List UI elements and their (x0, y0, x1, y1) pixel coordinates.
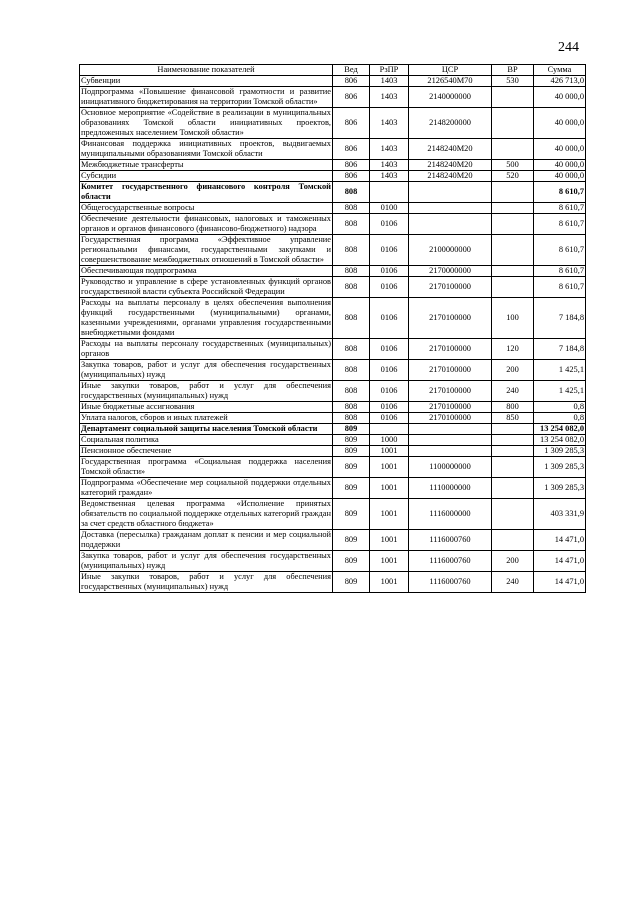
row-ved: 808 (333, 235, 370, 266)
row-csr: 2148240M20 (409, 171, 492, 182)
row-vr (492, 424, 534, 435)
row-ved: 808 (333, 298, 370, 339)
row-sum: 1 425,1 (534, 381, 586, 402)
page-number: 244 (558, 40, 579, 55)
row-rzpr: 1403 (370, 139, 409, 160)
row-csr: 2126540M70 (409, 76, 492, 87)
row-name: Финансовая поддержка инициативных проектов, выдвигаемых муниципальными образованиями Томской области (81, 139, 331, 158)
table-row (80, 572, 586, 593)
table-row (80, 457, 586, 478)
table-row (80, 360, 586, 381)
row-sum: 426 713,0 (534, 76, 586, 87)
row-ved: 808 (333, 182, 370, 203)
row-rzpr: 1403 (370, 108, 409, 139)
table-row (80, 171, 586, 182)
row-name: Государственная программа «Социальная поддержка населения Томской области» (81, 457, 331, 476)
row-rzpr: 0106 (370, 235, 409, 266)
row-sum: 40 000,0 (534, 139, 586, 160)
row-vr (492, 266, 534, 277)
row-ved: 809 (333, 572, 370, 593)
table-row (80, 108, 586, 139)
row-csr: 2170100000 (409, 277, 492, 298)
row-ved: 806 (333, 139, 370, 160)
table-row (80, 87, 586, 108)
row-name: Руководство и управление в сфере установленных функций органов государственной власти субъекта Российской Федерации (81, 277, 331, 296)
table-header-row (80, 65, 586, 76)
row-sum: 8 610,7 (534, 182, 586, 203)
row-rzpr: 1403 (370, 160, 409, 171)
row-name: Доставка (пересылка) гражданам доплат к пенсии и мер социальной поддержки (81, 530, 331, 549)
row-csr: 1100000000 (409, 457, 492, 478)
row-csr (409, 182, 492, 203)
row-vr (492, 457, 534, 478)
row-sum: 8 610,7 (534, 235, 586, 266)
row-rzpr: 1001 (370, 572, 409, 593)
table-row (80, 402, 586, 413)
row-ved: 806 (333, 87, 370, 108)
row-name: Государственная программа «Эффективное управление региональными финансами, государственными закупками и совершенствование межбюджетных отношений в Томской области» (81, 235, 331, 264)
row-vr: 100 (492, 298, 534, 339)
row-ved: 808 (333, 277, 370, 298)
row-name: Уплата налогов, сборов и иных платежей (80, 413, 333, 424)
row-name: Социальная политика (80, 435, 333, 446)
table-row (80, 435, 586, 446)
table-row (80, 182, 586, 203)
row-sum: 8 610,7 (534, 277, 586, 298)
table-row (80, 160, 586, 171)
row-sum: 14 471,0 (534, 572, 586, 593)
row-vr: 800 (492, 402, 534, 413)
row-csr: 1110000000 (409, 478, 492, 499)
row-rzpr: 0106 (370, 402, 409, 413)
row-sum: 403 331,9 (534, 499, 586, 530)
row-ved: 809 (333, 424, 370, 435)
row-name: Пенсионное обеспечение (80, 446, 333, 457)
row-name: Субвенции (80, 76, 333, 87)
row-name: Общегосударственные вопросы (80, 203, 333, 214)
table-row (80, 339, 586, 360)
row-vr (492, 203, 534, 214)
table-row (80, 381, 586, 402)
row-rzpr: 0106 (370, 214, 409, 235)
header-name: Наименование показателей (80, 65, 333, 76)
row-sum: 8 610,7 (534, 266, 586, 277)
row-name: Основное мероприятие «Содействие в реализации в муниципальных образованиях Томской области инициативных проектов, предложенных населением Томской области» (81, 108, 331, 137)
header-rzpr: РзПР (370, 65, 409, 76)
row-sum: 13 254 082,0 (534, 435, 586, 446)
header-vr: ВР (492, 65, 534, 76)
row-rzpr: 1001 (370, 551, 409, 572)
header-csr: ЦСР (409, 65, 492, 76)
row-csr: 2170100000 (409, 413, 492, 424)
row-vr (492, 435, 534, 446)
row-sum: 8 610,7 (534, 203, 586, 214)
row-ved: 806 (333, 76, 370, 87)
row-csr: 1116000000 (409, 499, 492, 530)
row-ved: 808 (333, 203, 370, 214)
row-vr (492, 478, 534, 499)
row-vr: 520 (492, 171, 534, 182)
table-row (80, 499, 586, 530)
row-ved: 808 (333, 266, 370, 277)
row-ved: 808 (333, 339, 370, 360)
row-sum: 40 000,0 (534, 160, 586, 171)
row-ved: 808 (333, 381, 370, 402)
row-name: Иные закупки товаров, работ и услуг для обеспечения государственных (муниципальных) нужд (81, 572, 331, 591)
row-sum: 14 471,0 (534, 530, 586, 551)
row-sum: 1 425,1 (534, 360, 586, 381)
row-sum: 8 610,7 (534, 214, 586, 235)
row-name: Комитет государственного финансового контроля Томской области (81, 182, 331, 201)
table-row (80, 446, 586, 457)
row-rzpr: 0106 (370, 298, 409, 339)
row-csr: 2170000000 (409, 266, 492, 277)
row-vr (492, 139, 534, 160)
row-sum: 1 309 285,3 (534, 478, 586, 499)
row-ved: 809 (333, 551, 370, 572)
table-row (80, 235, 586, 266)
row-name: Расходы на выплаты персоналу в целях обеспечения выполнения функций государственными (муниципальными) органами, казенными учреждениями, органами управления государственными внебюджетными фондами (81, 298, 331, 337)
header-ved: Вед (333, 65, 370, 76)
row-sum: 0,8 (534, 402, 586, 413)
row-rzpr (370, 424, 409, 435)
row-vr: 500 (492, 160, 534, 171)
row-rzpr: 0106 (370, 413, 409, 424)
row-rzpr: 0106 (370, 339, 409, 360)
row-name: Закупка товаров, работ и услуг для обеспечения государственных (муниципальных) нужд (81, 360, 331, 379)
row-rzpr: 1001 (370, 446, 409, 457)
row-vr: 240 (492, 381, 534, 402)
row-rzpr: 0106 (370, 360, 409, 381)
row-ved: 809 (333, 530, 370, 551)
row-rzpr: 0106 (370, 266, 409, 277)
row-name: Обеспечение деятельности финансовых, налоговых и таможенных органов и органов финансового (финансово-бюджетного) надзора (81, 214, 331, 233)
row-csr: 1116000760 (409, 551, 492, 572)
row-ved: 809 (333, 499, 370, 530)
row-csr: 2170100000 (409, 298, 492, 339)
row-name: Расходы на выплаты персоналу государственных (муниципальных) органов (81, 339, 331, 358)
row-csr: 2148240M20 (409, 160, 492, 171)
row-name: Закупка товаров, работ и услуг для обеспечения государственных (муниципальных) нужд (81, 551, 331, 570)
row-sum: 40 000,0 (534, 87, 586, 108)
row-sum: 1 309 285,3 (534, 446, 586, 457)
row-csr (409, 203, 492, 214)
table-row (80, 551, 586, 572)
row-rzpr: 0100 (370, 203, 409, 214)
row-csr: 2148240M20 (409, 139, 492, 160)
row-csr: 1116000760 (409, 572, 492, 593)
row-ved: 809 (333, 478, 370, 499)
row-csr: 2170100000 (409, 381, 492, 402)
row-ved: 809 (333, 446, 370, 457)
header-sum: Сумма (534, 65, 586, 76)
row-rzpr: 1000 (370, 435, 409, 446)
row-rzpr: 1403 (370, 76, 409, 87)
row-rzpr: 1403 (370, 171, 409, 182)
row-rzpr: 0106 (370, 381, 409, 402)
row-rzpr: 0106 (370, 277, 409, 298)
row-csr: 2148200000 (409, 108, 492, 139)
row-vr: 530 (492, 76, 534, 87)
row-ved: 809 (333, 435, 370, 446)
row-csr: 2170100000 (409, 360, 492, 381)
row-sum: 40 000,0 (534, 108, 586, 139)
row-vr (492, 182, 534, 203)
row-vr (492, 277, 534, 298)
row-sum: 13 254 082,0 (534, 424, 586, 435)
row-vr (492, 87, 534, 108)
row-ved: 809 (333, 457, 370, 478)
row-vr (492, 214, 534, 235)
row-ved: 808 (333, 360, 370, 381)
row-vr: 200 (492, 360, 534, 381)
row-vr (492, 446, 534, 457)
table-row (80, 277, 586, 298)
row-rzpr: 1001 (370, 499, 409, 530)
table-row (80, 214, 586, 235)
table-row (80, 530, 586, 551)
row-name: Департамент социальной защиты населения Томской области (80, 424, 333, 435)
row-vr (492, 530, 534, 551)
row-rzpr: 1403 (370, 87, 409, 108)
table-row (80, 413, 586, 424)
row-vr: 200 (492, 551, 534, 572)
row-csr (409, 446, 492, 457)
row-sum: 0,8 (534, 413, 586, 424)
table-row (80, 424, 586, 435)
row-ved: 808 (333, 214, 370, 235)
row-csr (409, 435, 492, 446)
row-rzpr: 1001 (370, 530, 409, 551)
table-row (80, 298, 586, 339)
row-rzpr (370, 182, 409, 203)
row-name: Обеспечивающая подпрограмма (80, 266, 333, 277)
row-name: Подпрограмма «Обеспечение мер социальной поддержки отдельных категорий граждан» (81, 478, 331, 497)
row-sum: 7 184,8 (534, 339, 586, 360)
row-vr (492, 235, 534, 266)
table-row (80, 76, 586, 87)
row-rzpr: 1001 (370, 457, 409, 478)
row-csr: 2170100000 (409, 402, 492, 413)
row-name: Ведомственная целевая программа «Исполнение принятых обязательств по социальной поддержке отдельных категорий граждан за счет средств областного бюджета» (81, 499, 331, 528)
row-csr: 2100000000 (409, 235, 492, 266)
row-ved: 806 (333, 171, 370, 182)
row-ved: 806 (333, 108, 370, 139)
row-name: Подпрограмма «Повышение финансовой грамотности и развитие инициативного бюджетирования на территории Томской области» (81, 87, 331, 106)
table-row (80, 478, 586, 499)
budget-table (79, 64, 586, 593)
row-vr (492, 499, 534, 530)
row-name: Субсидии (80, 171, 333, 182)
row-csr: 2170100000 (409, 339, 492, 360)
row-name: Иные закупки товаров, работ и услуг для обеспечения государственных (муниципальных) нужд (81, 381, 331, 400)
row-ved: 806 (333, 160, 370, 171)
row-ved: 808 (333, 413, 370, 424)
row-vr: 120 (492, 339, 534, 360)
row-sum: 1 309 285,3 (534, 457, 586, 478)
row-sum: 14 471,0 (534, 551, 586, 572)
row-csr: 2140000000 (409, 87, 492, 108)
row-ved: 808 (333, 402, 370, 413)
table-row (80, 266, 586, 277)
row-vr: 240 (492, 572, 534, 593)
row-name: Иные бюджетные ассигнования (80, 402, 333, 413)
table-row (80, 139, 586, 160)
row-csr (409, 214, 492, 235)
row-sum: 7 184,8 (534, 298, 586, 339)
row-vr (492, 108, 534, 139)
table-row (80, 203, 586, 214)
row-csr: 1116000760 (409, 530, 492, 551)
row-vr: 850 (492, 413, 534, 424)
row-csr (409, 424, 492, 435)
row-sum: 40 000,0 (534, 171, 586, 182)
row-rzpr: 1001 (370, 478, 409, 499)
row-name: Межбюджетные трансферты (80, 160, 333, 171)
